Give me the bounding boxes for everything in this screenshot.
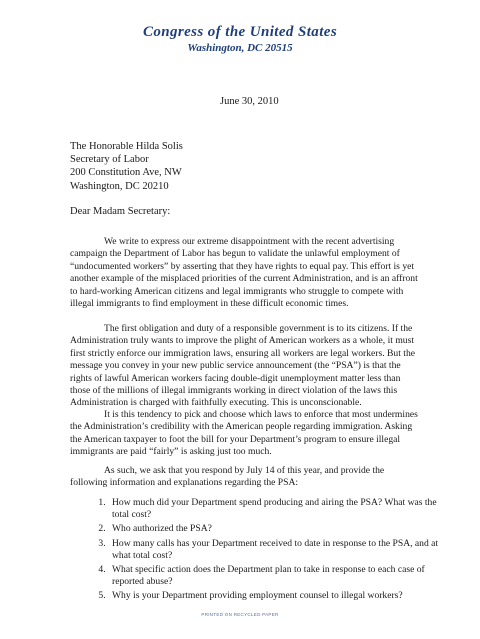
recipient-street: 200 Constitution Ave, NW (70, 167, 182, 179)
letterhead-subtitle: Washington, DC 20515 (187, 42, 293, 54)
body-paragraph: It is this tendency to pick and choose which laws to enforce that most undermines the Administration’s credibility with the American people regarding immigration. Asking the American taxpayer to foot the bill for your Department’s program to ensure illegal immigrants are paid “fairly” is asking just too much. (70, 409, 418, 458)
letterhead (0, 24, 480, 54)
recipient-name: The Honorable Hilda Solis (70, 141, 183, 152)
body-paragraph: The first obligation and duty of a responsible government is to its citizens. If the Administration truly wants to improve the plight of American workers as a whole, it must first strictly enforce our immigration laws, ensuring all workers are legal workers. But the message you convey in your new public service announcement (the “PSA”) is that the rights of lawful American workers facing double-digit unemployment matter less than those of the millions of illegal immigrants working in direct violation of the laws this Administration is charged with faithfully executing. This is unconscionable. (70, 323, 416, 409)
questions-list (84, 497, 444, 605)
question-item: 4. What specific action does the Department plan to take in response to each case of reported abuse? (108, 564, 444, 588)
salutation: Dear Madam Secretary: (70, 206, 171, 217)
question-item: 2. Who authorized the PSA? (108, 523, 444, 535)
recipient-title: Secretary of Labor (70, 154, 149, 166)
body-paragraph: We write to express our extreme disappointment with the recent advertising campaign the Department of Labor has begun to validate the unlawful employment of “undocumented workers” by asserting that they have rights to equal pay. This effort is yet another example of the misplaced priorities of the current Administration, and is an affront to hard-working American citizens and legal immigrants who struggle to compete with illegal immigrants to find employment in these difficult economic times. (70, 236, 418, 310)
recipient-address (70, 140, 183, 193)
recycled-paper-footer: PRINTED ON RECYCLED PAPER (201, 612, 279, 617)
question-item: 1. How much did your Department spend producing and airing the PSA? What was the total cost? (108, 497, 444, 521)
question-item: 5. Why is your Department providing employment counsel to illegal workers? (108, 590, 444, 602)
recipient-city: Washington, DC 20210 (70, 180, 169, 192)
letter-date: June 30, 2010 (220, 96, 279, 107)
question-item: 3. How many calls has your Department received to date in response to the PSA, and at what total cost? (108, 538, 444, 562)
body-paragraph: As such, we ask that you respond by July 14 of this year, and provide the following information and explanations regarding the PSA: (70, 465, 385, 489)
letterhead-title: Congress of the United States (142, 24, 338, 40)
